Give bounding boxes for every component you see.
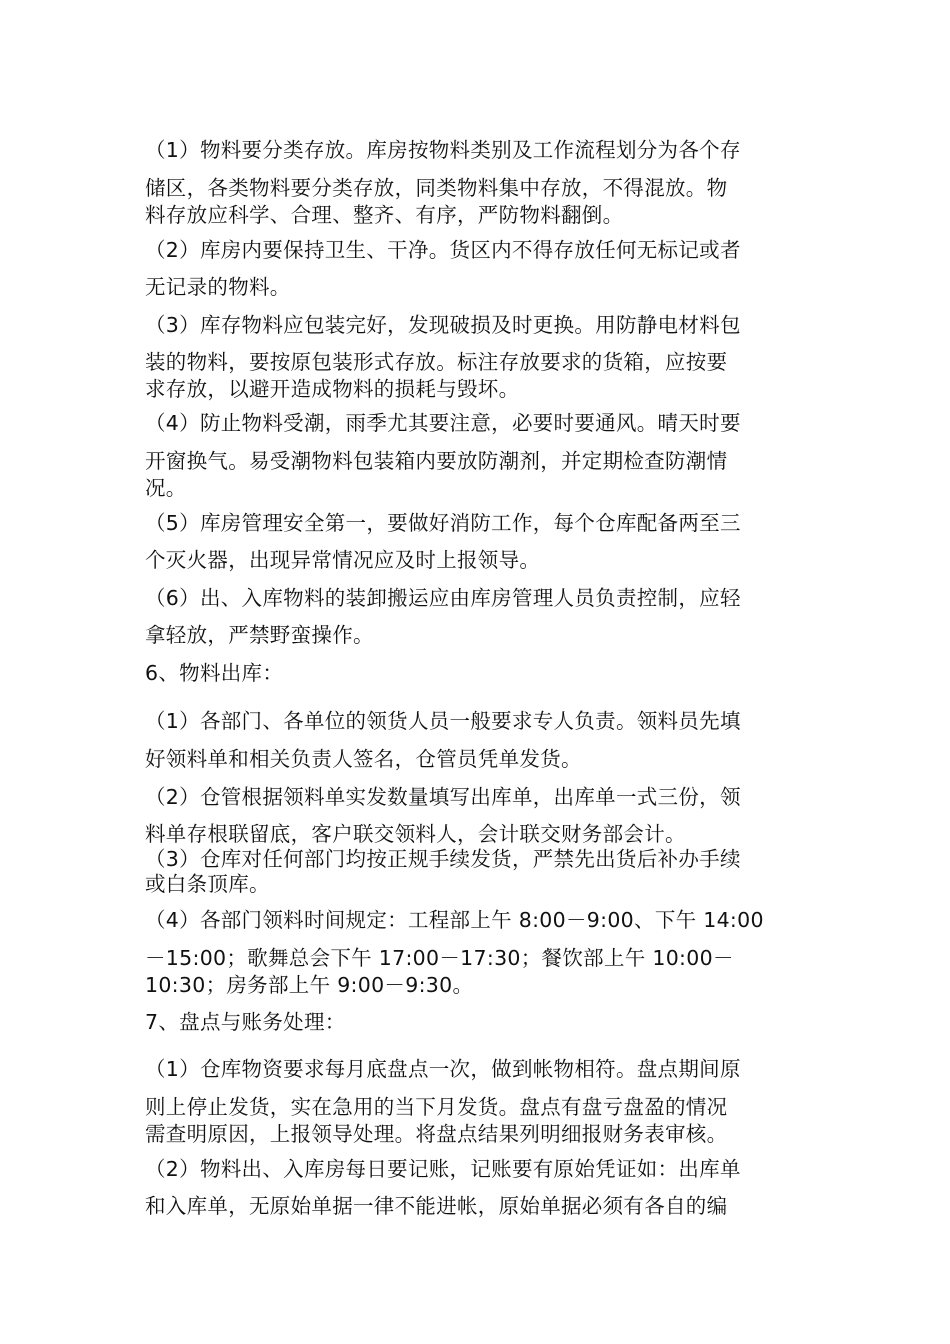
section-heading: 7、盘点与账务处理： bbox=[145, 1010, 346, 1034]
text-line: （5）库房管理安全第一，要做好消防工作，每个仓库配备两至三 bbox=[145, 511, 741, 535]
text-line: 拿轻放，严禁野蛮操作。 bbox=[145, 623, 374, 647]
text-line: 装的物料，要按原包装形式存放。标注存放要求的货箱，应按要 bbox=[145, 350, 728, 374]
text-line: （4）防止物料受潮，雨季尤其要注意，必要时要通风。晴天时要 bbox=[145, 411, 741, 435]
text-line: 求存放，以避开造成物料的损耗与毁坏。 bbox=[145, 377, 520, 401]
text-line: 个灭火器，出现异常情况应及时上报领导。 bbox=[145, 548, 541, 572]
text-line: 开窗换气。易受潮物料包装箱内要放防潮剂，并定期检查防潮情 bbox=[145, 449, 728, 473]
text-line: （3）仓库对任何部门均按正规手续发货，严禁先出货后补办手续 bbox=[145, 847, 741, 871]
text-line: 需查明原因，上报领导处理。将盘点结果列明细报财务表审核。 bbox=[145, 1122, 728, 1146]
text-line: （2）物料出、入库房每日要记账，记账要有原始凭证如：出库单 bbox=[145, 1157, 741, 1181]
text-line: （4）各部门领料时间规定：工程部上午 8:00－9:00、下午 14:00 bbox=[145, 908, 764, 932]
text-line: （1）仓库物资要求每月底盘点一次，做到帐物相符。盘点期间原 bbox=[145, 1057, 741, 1081]
text-line: （2）库房内要保持卫生、干净。货区内不得存放任何无标记或者 bbox=[145, 238, 741, 262]
text-line: 储区，各类物料要分类存放，同类物料集中存放，不得混放。物 bbox=[145, 176, 728, 200]
text-line: 况。 bbox=[145, 476, 187, 500]
text-line: 10:30；房务部上午 9:00－9:30。 bbox=[145, 973, 474, 997]
text-line: （1）各部门、各单位的领货人员一般要求专人负责。领料员先填 bbox=[145, 709, 741, 733]
text-line: 和入库单，无原始单据一律不能进帐，原始单据必须有各自的编 bbox=[145, 1194, 728, 1218]
text-line: 或白条顶库。 bbox=[145, 872, 270, 896]
section-heading: 6、物料出库： bbox=[145, 661, 284, 685]
text-line: 好领料单和相关负责人签名，仓管员凭单发货。 bbox=[145, 747, 582, 771]
text-line: 料存放应科学、合理、整齐、有序，严防物料翻倒。 bbox=[145, 203, 624, 227]
text-line: 料单存根联留底，客户联交领料人，会计联交财务部会计。 bbox=[145, 822, 686, 846]
text-line: （2）仓管根据领料单实发数量填写出库单，出库单一式三份，领 bbox=[145, 785, 741, 809]
text-line: 无记录的物料。 bbox=[145, 275, 291, 299]
text-line: （6）出、入库物料的装卸搬运应由库房管理人员负责控制，应轻 bbox=[145, 586, 741, 610]
text-line: （3）库存物料应包装完好，发现破损及时更换。用防静电材料包 bbox=[145, 313, 741, 337]
text-line: （1）物料要分类存放。库房按物料类别及工作流程划分为各个存 bbox=[145, 138, 741, 162]
text-line: －15:00；歌舞总会下午 17:00－17:30；餐饮部上午 10:00－ bbox=[145, 946, 734, 970]
text-line: 则上停止发货，实在急用的当下月发货。盘点有盘亏盘盈的情况 bbox=[145, 1095, 728, 1119]
